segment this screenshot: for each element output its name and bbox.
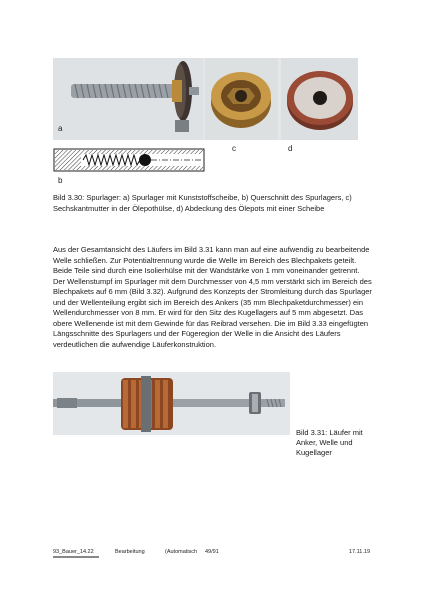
figure-spurlager-photos	[53, 58, 358, 140]
figure-label-b: b	[58, 176, 63, 185]
oil-pot-cover-illustration	[281, 58, 358, 140]
caption-figure-3-30: Bild 3.30: Spurlager: a) Spurlager mit Kunststoffscheibe, b) Querschnitt des Spurlagers, c) Sechskantmutter in der Ölepothülse, d) Abdeckung des Ölepots mit einer Scheibe	[53, 193, 352, 213]
photo-rotor-with-shaft	[53, 372, 290, 435]
schematic-drawing	[53, 147, 205, 173]
rotor-illustration	[53, 372, 290, 435]
photo-spurlager-screw	[53, 58, 203, 140]
photo-oil-pot-cover	[281, 58, 358, 140]
body-paragraph: Aus der Gesamtansicht des Läufers im Bild 3.31 kann man auf eine aufwendig zu bearbeitende Welle schließen. Zur Potentialtrennung wurde die Welle im Bereich des Blechpakets geteilt. Beide Teile sind durch eine Isolierhülse mit der Wandstärke von 1 mm voneinander getrennt. Der Wellenstumpf im Spurlager mit dem Durchmesser von 4,5 mm verstärkt sich im Bereich des Blechpakets auf 6 mm (Bild 3.32). Aufgrund des Konzepts der Stromleitung durch das Spurlager und der Wellenteilung ergibt sich im Bereich des Ankers (35 mm Blechpaketdurchmesser) ein Wellendurchmesser von 8 mm. Er wird für den Sitz des Kugellagers auf 5 mm abgesetzt. Das obere Wellenende ist mit dem Gewinde für das Reibrad versehen. Die im Bild 3.33 eingefügten Längsschnitte des Spurlagers und der Fügeregion der Welle in die Ansicht des Läufers verdeutlichen die aufwendige Läuferkonstruktion.	[53, 245, 372, 349]
page-footer	[53, 549, 373, 561]
footer-status: Bearbeitung	[115, 549, 145, 555]
schematic-spurlager-cross-section	[53, 147, 205, 173]
figure-label-c: c	[232, 144, 236, 153]
footer-date: 17.11.19	[349, 549, 371, 555]
footer-mode: (Automatisch	[165, 549, 198, 555]
caption-figure-3-31: Bild 3.31: Läufer mit Anker, Welle und Kugellager	[296, 428, 363, 457]
photo-hex-nut-sleeve	[205, 58, 278, 140]
footer-file-subline	[53, 556, 99, 558]
hex-nut-illustration	[205, 58, 278, 140]
figure-label-d: d	[288, 144, 293, 153]
figure-label-a: a	[58, 124, 63, 133]
spurlager-screw-illustration	[53, 58, 203, 140]
footer-page-number: 49/91	[205, 549, 219, 555]
footer-file-name: 93_Bauer_14.22	[53, 549, 94, 555]
